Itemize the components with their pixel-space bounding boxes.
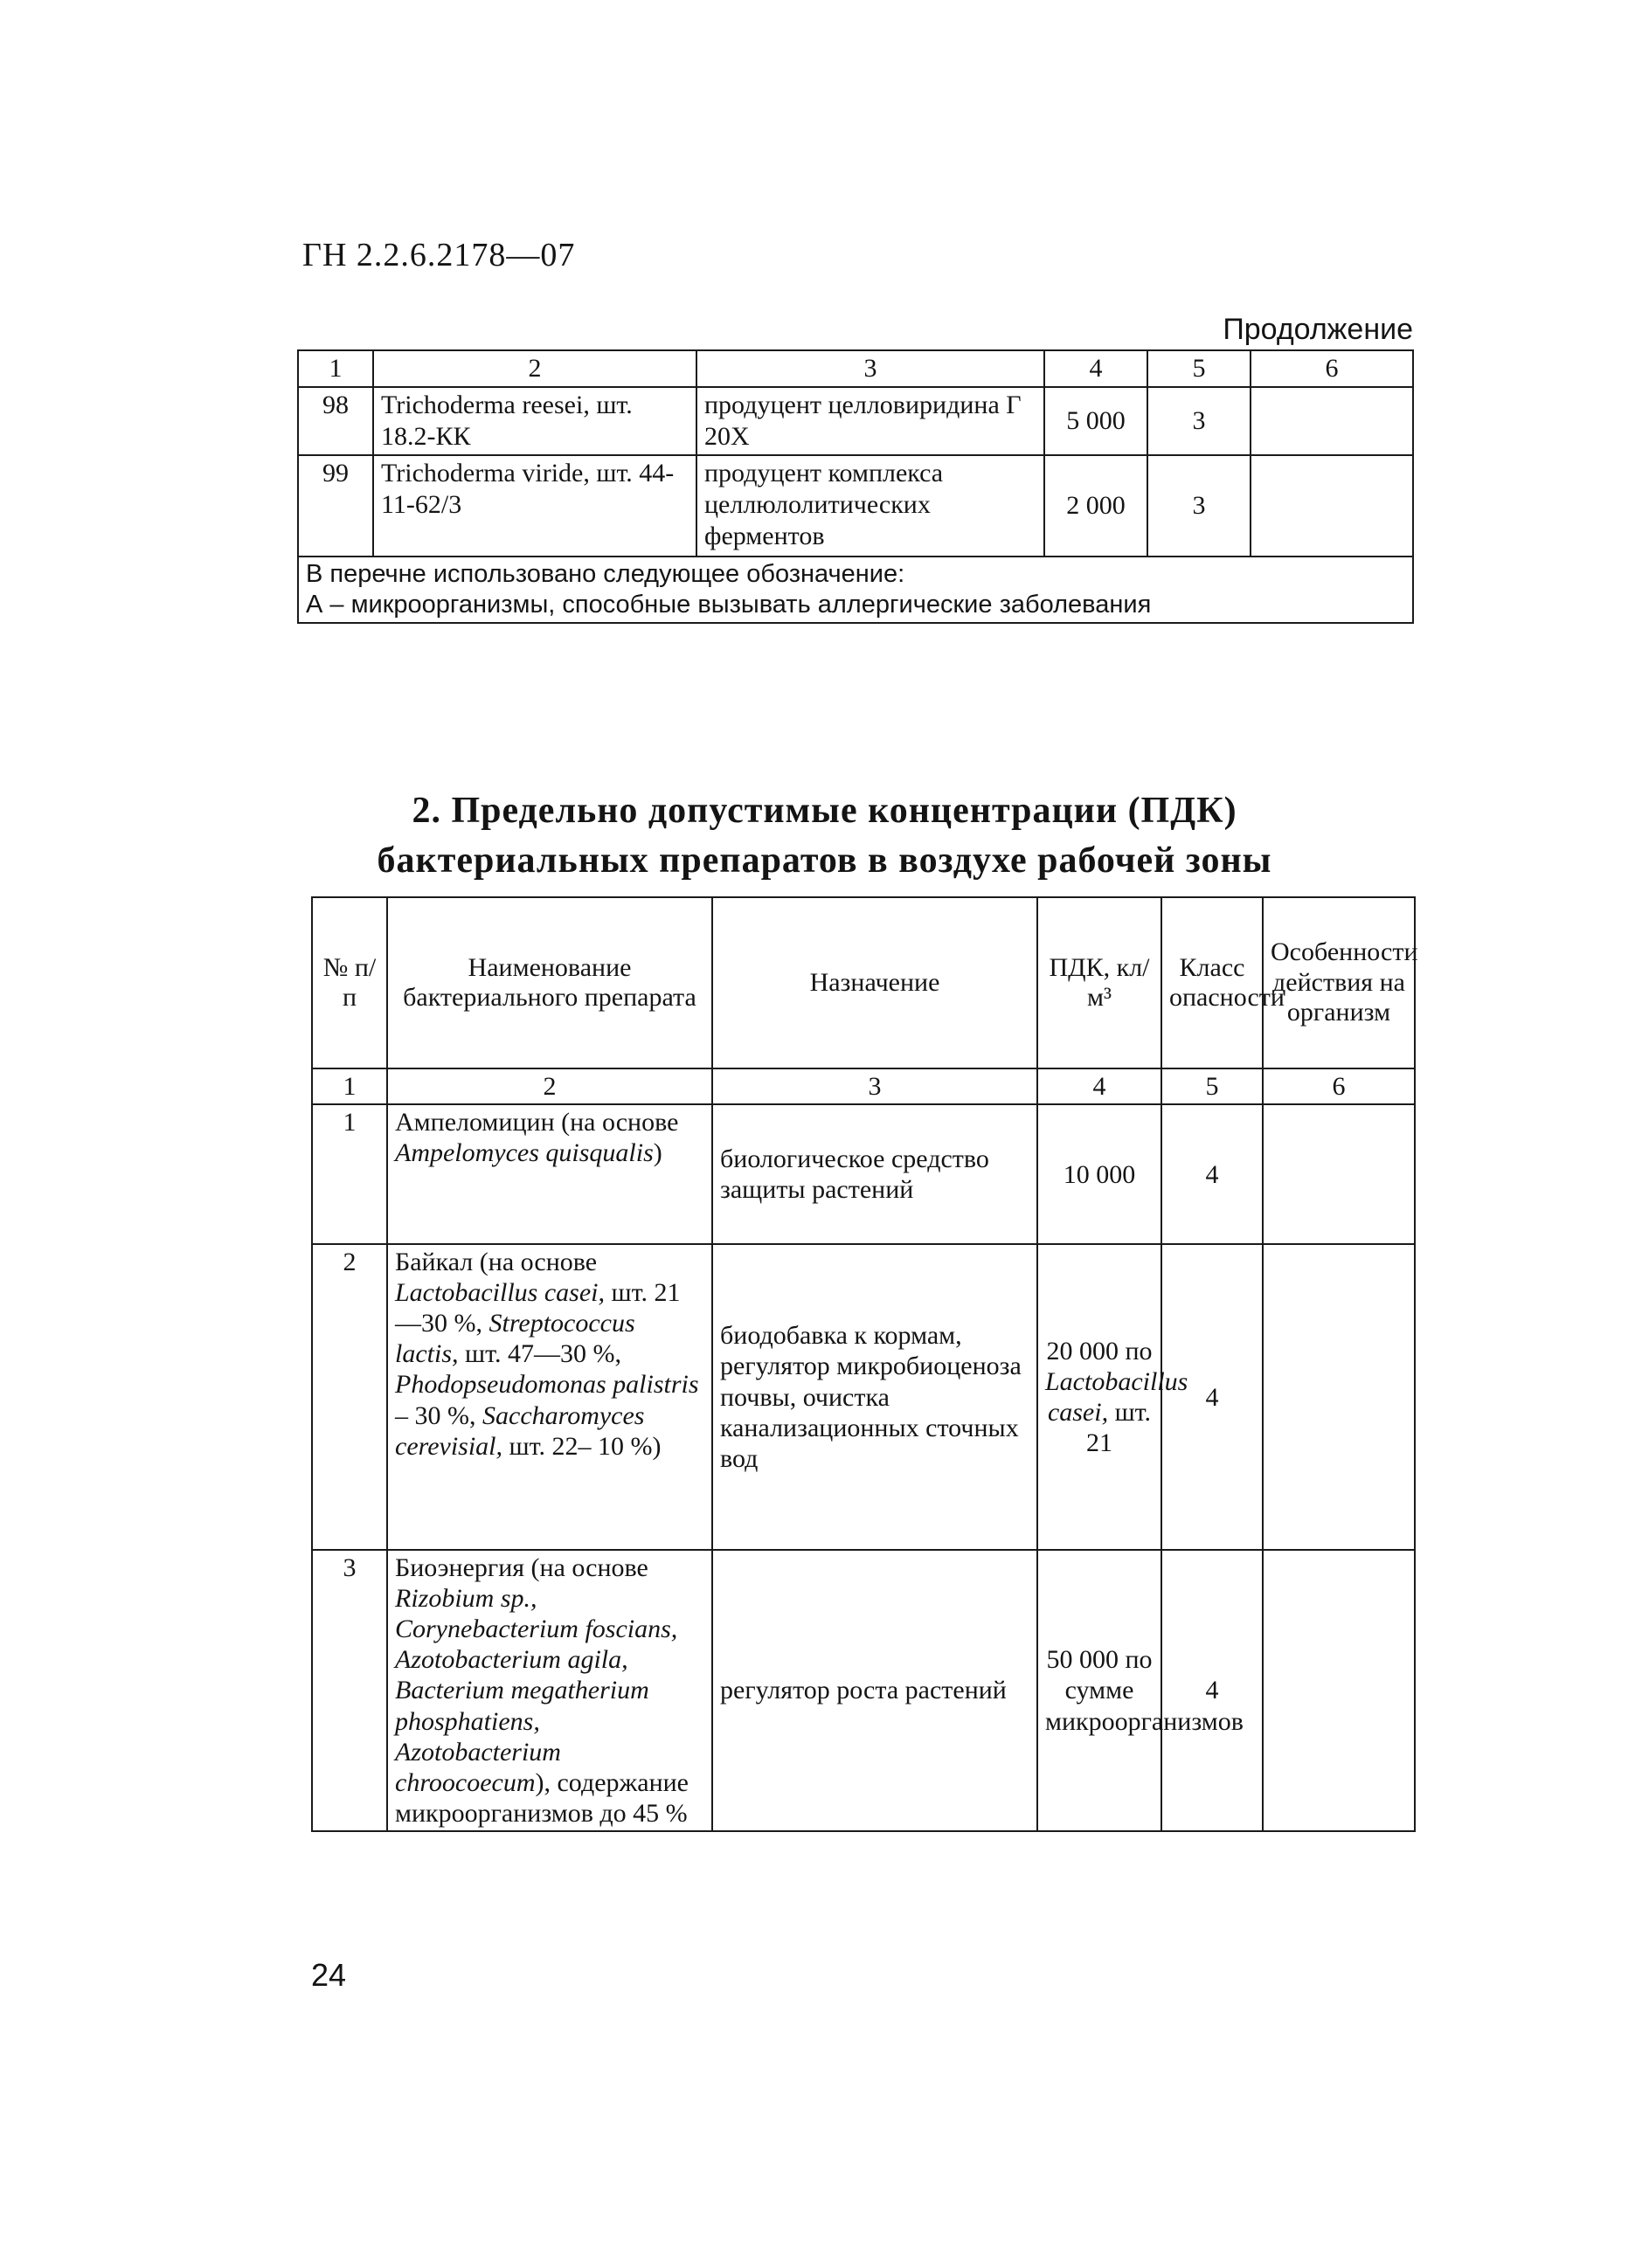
table-header-row xyxy=(298,350,1413,387)
preparation-name: Trichoderma viride, шт. 44-11-62/3 xyxy=(373,455,696,557)
section-title-line: 2. Предельно допустимые концентрации (ПДК) xyxy=(412,791,1237,831)
species-name: Phodopseudomonas palistris xyxy=(395,1370,699,1400)
table-note-row xyxy=(298,557,1413,623)
name-text: шт. 21—30 %, xyxy=(395,1278,681,1338)
row-number: 1 xyxy=(312,1104,387,1244)
name-text: Биоэнергия (на основе xyxy=(395,1553,648,1583)
pdk-value xyxy=(1037,1244,1188,1550)
table-pdk xyxy=(311,896,1416,1832)
col-number: 6 xyxy=(1251,350,1413,387)
preparation-name xyxy=(387,1104,712,1244)
features xyxy=(1251,387,1413,455)
header-name: Наименование бактериального препарата xyxy=(387,897,712,1068)
table-row xyxy=(298,455,1413,557)
note-line: А – микроорганизмы, способные вызывать аллергические заболевания xyxy=(306,590,1152,619)
row-number: 2 xyxy=(312,1244,387,1550)
features xyxy=(1263,1550,1415,1831)
hazard-class: 4 xyxy=(1161,1550,1263,1831)
species-name: Saccharomyces cerevisial, xyxy=(395,1400,645,1461)
pdk-value: 2 000 xyxy=(1044,455,1147,557)
hazard-class: 4 xyxy=(1161,1104,1263,1244)
pdk-text: шт. 21 xyxy=(1086,1398,1152,1458)
purpose: регулятор роста растений xyxy=(712,1550,1037,1831)
row-number: 98 xyxy=(298,387,373,455)
header-features: Особенности действия на организм xyxy=(1263,897,1415,1068)
species-name: Rizobium sp., Corynebacterium foscians, Azotobacterium agila, Bacterium megatherium phosphatiens, Azotobacterium chroocoecum xyxy=(395,1584,678,1797)
header-pdk: ПДК, кл/м³ xyxy=(1037,897,1161,1068)
col-number: 6 xyxy=(1263,1068,1415,1104)
pdk-text: 20 000 по xyxy=(1046,1336,1153,1366)
col-number: 1 xyxy=(312,1068,387,1104)
col-number: 5 xyxy=(1161,1068,1263,1104)
name-text: Ампеломицин (на основе xyxy=(395,1108,679,1137)
col-number: 1 xyxy=(298,350,373,387)
species-name: Streptococcus lactis, xyxy=(395,1309,635,1369)
name-text: Байкал (на основе xyxy=(395,1248,598,1277)
pdk-value: 10 000 xyxy=(1037,1104,1161,1244)
note-line: В перечне использовано следующее обозначение: xyxy=(306,560,905,588)
header-purpose: Назначение xyxy=(712,897,1037,1068)
species-name: Lactobacillus casei, xyxy=(395,1278,605,1308)
name-text: ) xyxy=(653,1138,662,1168)
purpose: продуцент целловиридина Г 20Х xyxy=(696,387,1044,455)
col-number: 3 xyxy=(696,350,1044,387)
col-number: 4 xyxy=(1037,1068,1161,1104)
header-hazard-class: Класс опасности xyxy=(1161,897,1263,1068)
page-number: 24 xyxy=(311,1957,347,1993)
pdk-value: 5 000 xyxy=(1044,387,1147,455)
purpose: продуцент комплекса целлюлолитических ферментов xyxy=(696,455,1044,557)
row-number: 99 xyxy=(298,455,373,557)
purpose: биологическое средство защиты растений xyxy=(712,1104,1037,1244)
preparation-name: Trichoderma reesei, шт. 18.2-КК xyxy=(373,387,696,455)
species-name: Lactobacillus casei, xyxy=(1045,1367,1188,1428)
col-number: 4 xyxy=(1044,350,1147,387)
section-title xyxy=(0,786,1649,885)
name-text: шт. 47—30 %, xyxy=(458,1339,621,1369)
col-number: 2 xyxy=(373,350,696,387)
hazard-class: 3 xyxy=(1147,455,1251,557)
continuation-label: Продолжение xyxy=(1223,313,1413,346)
name-text: ), содержание микроорганизмов до 45 % xyxy=(395,1767,689,1828)
species-name: Ampelomyces quisqualis xyxy=(395,1138,654,1168)
features xyxy=(1263,1104,1415,1244)
features xyxy=(1263,1244,1415,1550)
purpose: биодобавка к кормам, регулятор микробиоценоза почвы, очистка канализационных сточных вод xyxy=(712,1244,1037,1550)
table-row xyxy=(312,1550,1415,1831)
header-number: № п/п xyxy=(312,897,387,1068)
name-text: – 30 %, xyxy=(395,1400,482,1430)
table-row xyxy=(312,1244,1415,1550)
preparation-name xyxy=(387,1244,712,1550)
pdk-value: 50 000 по сумме микроорганизмов xyxy=(1037,1550,1161,1831)
hazard-class: 4 xyxy=(1161,1244,1263,1550)
table-note xyxy=(298,557,1413,623)
document-code: ГН 2.2.6.2178—07 xyxy=(302,237,576,273)
col-number: 3 xyxy=(712,1068,1037,1104)
table-row xyxy=(312,1104,1415,1244)
table-continuation xyxy=(297,349,1414,624)
table-col-number-row xyxy=(312,1068,1415,1104)
row-number: 3 xyxy=(312,1550,387,1831)
features xyxy=(1251,455,1413,557)
table-header-row xyxy=(312,897,1415,1068)
preparation-name xyxy=(387,1550,712,1831)
table-row xyxy=(298,387,1413,455)
col-number: 2 xyxy=(387,1068,712,1104)
hazard-class: 3 xyxy=(1147,387,1251,455)
name-text: шт. 22– 10 %) xyxy=(502,1431,662,1461)
section-title-line: бактериальных препаратов в воздухе рабочей зоны xyxy=(377,840,1272,881)
col-number: 5 xyxy=(1147,350,1251,387)
